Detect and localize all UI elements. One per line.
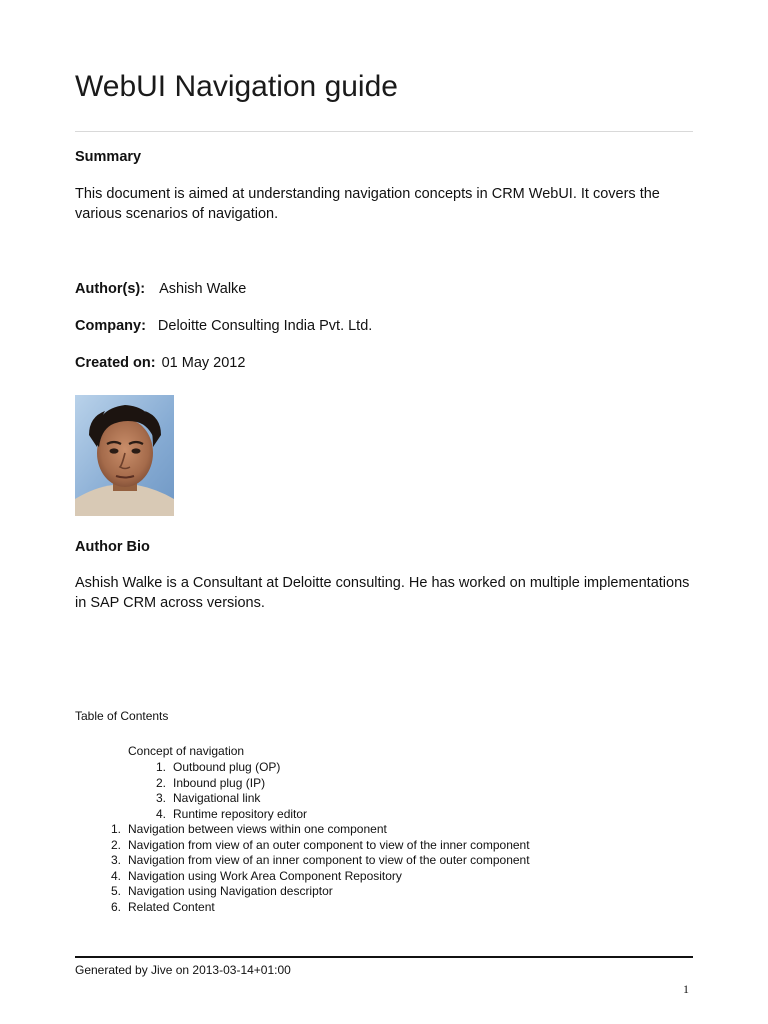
created-row	[75, 354, 245, 372]
toc-item-text: Inbound plug (IP)	[173, 775, 266, 790]
toc-item-text: Navigation from view of an outer component to view of the inner component	[128, 837, 530, 852]
toc-item-number: 2.	[110, 837, 121, 852]
toc-item	[103, 869, 402, 885]
toc-item	[103, 838, 530, 854]
footer-generated-text: Generated by Jive on 2013-03-14+01:00	[75, 963, 291, 977]
toc-item-number: 1.	[110, 822, 121, 836]
toc-concept-item	[148, 776, 265, 792]
created-value: 01 May 2012	[161, 355, 246, 371]
page-title: WebUI Navigation guide	[75, 70, 398, 103]
toc-item	[103, 853, 530, 869]
author-portrait-image	[75, 395, 174, 516]
page-number: 1	[683, 982, 689, 996]
footer-divider	[75, 956, 693, 958]
toc-item-number: 4.	[110, 868, 121, 883]
toc-label: Table of Contents	[75, 709, 169, 723]
toc-item	[103, 822, 387, 838]
toc-item-text: Related Content	[128, 899, 215, 914]
toc-concept-item	[148, 791, 260, 807]
toc-concept-item	[148, 807, 307, 823]
title-divider	[75, 131, 693, 132]
toc-item-text: Outbound plug (OP)	[173, 760, 281, 774]
company-row	[75, 317, 372, 335]
toc-item-number: 3.	[155, 791, 166, 805]
toc-item-number: 2.	[155, 775, 166, 790]
toc-item	[103, 884, 333, 900]
toc-item-text: Runtime repository editor	[173, 806, 308, 821]
summary-text: This document is aimed at understanding navigation concepts in CRM WebUI. It covers the various scenarios of navigation.	[75, 186, 660, 222]
author-label: Author(s):	[75, 281, 146, 297]
author-value: Ashish Walke	[159, 281, 247, 297]
toc-item-number: 1.	[155, 760, 166, 774]
toc-item-number: 6.	[110, 899, 121, 914]
created-label: Created on:	[75, 355, 156, 371]
toc-item-number: 5.	[110, 884, 121, 898]
toc-item-text: Navigation between views within one component	[128, 822, 387, 836]
toc-concept-item	[148, 760, 280, 776]
company-value: Deloitte Consulting India Pvt. Ltd.	[157, 318, 373, 334]
toc-concept-heading: Concept of navigation	[128, 744, 245, 758]
company-label: Company:	[75, 318, 146, 334]
toc-item-text: Navigation using Work Area Component Repository	[128, 868, 402, 883]
toc-item-text: Navigational link	[173, 791, 261, 805]
author-photo	[75, 395, 174, 516]
author-row	[75, 280, 246, 298]
author-bio-text: Ashish Walke is a Consultant at Deloitte consulting. He has worked on multiple implementations in SAP CRM across versions.	[75, 575, 690, 611]
summary-heading: Summary	[75, 149, 142, 165]
toc-item-number: 3.	[110, 853, 121, 867]
author-bio-heading: Author Bio	[75, 539, 150, 555]
toc-item-number: 4.	[155, 806, 166, 821]
toc-item-text: Navigation from view of an inner component to view of the outer component	[128, 853, 530, 867]
toc-item-text: Navigation using Navigation descriptor	[128, 884, 333, 898]
toc-item	[103, 900, 215, 916]
